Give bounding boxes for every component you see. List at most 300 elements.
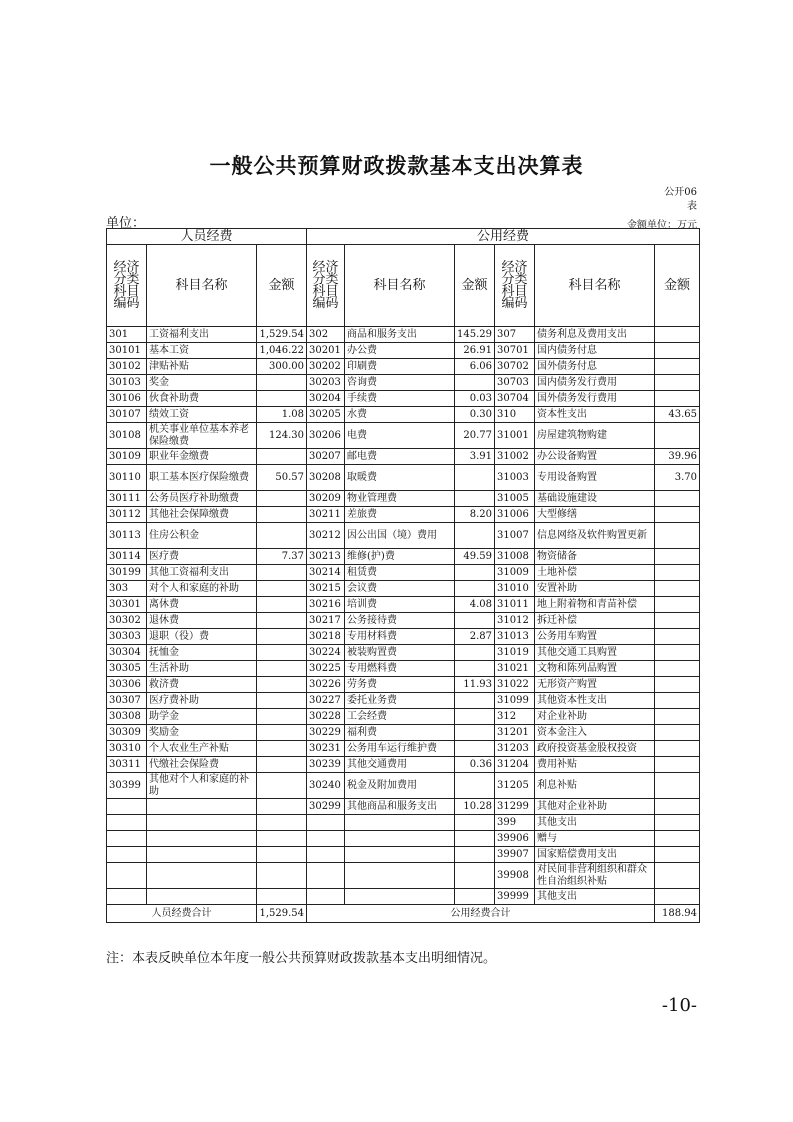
cell-code: 30302 [107,613,147,629]
cell-code: 30218 [307,629,345,645]
cell-amount [455,523,495,549]
cell-amount [655,693,700,709]
cell-code [307,831,345,847]
cell-amount [257,449,307,465]
cell-name: 生活补助 [147,661,257,677]
cell-amount: 300.00 [257,359,307,375]
cell-code: 30103 [107,375,147,391]
cell-name [147,815,257,831]
cell-amount: 124.30 [257,423,307,449]
cell-name: 维修(护)费 [345,549,455,565]
table-row [107,465,700,491]
cell-code: 30305 [107,661,147,677]
cell-amount [655,523,700,549]
cell-code: 30226 [307,677,345,693]
cell-amount: 145.29 [455,327,495,343]
cell-code: 30231 [307,741,345,757]
table-code-line2: 表 [687,201,697,212]
cell-amount: 49.59 [455,549,495,565]
cell-name: 救济费 [147,677,257,693]
cell-name: 物资储备 [535,549,655,565]
table-row [107,597,700,613]
table-row [107,815,700,831]
cell-code: 30106 [107,391,147,407]
cell-code: 30240 [307,773,345,799]
cell-code [307,863,345,889]
cell-code: 30214 [307,565,345,581]
cell-code: 31099 [495,693,535,709]
cell-code: 307 [495,327,535,343]
group-header-public: 公用经费 [307,229,700,245]
cell-amount [455,581,495,597]
cell-name: 对企业补助 [535,709,655,725]
cell-amount [455,565,495,581]
cell-amount [655,343,700,359]
cell-code [107,815,147,831]
cell-name: 地上附着物和青苗补偿 [535,597,655,613]
cell-amount [257,831,307,847]
cell-amount [655,831,700,847]
cell-code: 30102 [107,359,147,375]
footnote: 注：本表反映单位本年度一般公共预算财政拨款基本支出明细情况。 [106,951,497,966]
cell-amount: 10.28 [455,799,495,815]
cell-code: 31019 [495,645,535,661]
cell-amount [257,815,307,831]
cell-name [147,889,257,905]
cell-name: 公务用车运行维护费 [345,741,455,757]
cell-code: 30239 [307,757,345,773]
cell-code: 30215 [307,581,345,597]
public-total-label: 公用经费合计 [307,905,655,923]
cell-code [107,847,147,863]
table-row [107,889,700,905]
cell-amount [455,889,495,905]
cell-amount [455,725,495,741]
cell-name: 医疗费 [147,549,257,565]
cell-name: 其他社会保障缴费 [147,507,257,523]
cell-amount [655,799,700,815]
page-title: 一般公共预算财政拨款基本支出决算表 [209,154,584,178]
cell-name [147,863,257,889]
cell-name [345,863,455,889]
cell-amount [257,693,307,709]
cell-name: 利息补贴 [535,773,655,799]
table-row [107,661,700,677]
cell-amount [257,773,307,799]
cell-name: 退休费 [147,613,257,629]
table-row [107,677,700,693]
cell-code: 30109 [107,449,147,465]
cell-amount: 2.87 [455,629,495,645]
cell-code: 31013 [495,629,535,645]
cell-code: 30311 [107,757,147,773]
cell-code: 31021 [495,661,535,677]
cell-code: 30201 [307,343,345,359]
cell-code: 39906 [495,831,535,847]
table-row [107,741,700,757]
table-row [107,693,700,709]
cell-amount [655,863,700,889]
cell-name: 印刷费 [345,359,455,375]
table-row [107,375,700,391]
cell-amount [655,581,700,597]
cell-amount: 43.65 [655,407,700,423]
cell-amount [655,677,700,693]
cell-name: 伙食补助费 [147,391,257,407]
cell-code: 30209 [307,491,345,507]
cell-code: 31022 [495,677,535,693]
expenditure-table [106,228,700,923]
cell-name: 资本金注入 [535,725,655,741]
cell-name [147,799,257,815]
cell-code: 30306 [107,677,147,693]
cell-amount [257,491,307,507]
cell-amount [257,741,307,757]
table-row [107,565,700,581]
cell-amount: 3.91 [455,449,495,465]
currency-unit: 金额单位：万元 [627,220,697,231]
cell-code: 31299 [495,799,535,815]
cell-amount [655,815,700,831]
cell-amount [257,847,307,863]
header-name: 科目名称 [147,245,257,327]
cell-code: 30229 [307,725,345,741]
cell-amount: 50.57 [257,465,307,491]
cell-name: 职业年金缴费 [147,449,257,465]
cell-code: 30228 [307,709,345,725]
cell-amount: 39.96 [655,449,700,465]
header-amount: 金额 [257,245,307,327]
cell-amount [257,613,307,629]
table-row [107,327,700,343]
cell-code: 30113 [107,523,147,549]
cell-name: 办公费 [345,343,455,359]
cell-code: 30217 [307,613,345,629]
cell-code: 31009 [495,565,535,581]
cell-amount: 6.06 [455,359,495,375]
cell-code: 30213 [307,549,345,565]
cell-name: 安置补助 [535,581,655,597]
cell-name: 邮电费 [345,449,455,465]
cell-name: 其他资本性支出 [535,693,655,709]
cell-code [307,815,345,831]
cell-name: 其他对企业补助 [535,799,655,815]
cell-name: 办公设备购置 [535,449,655,465]
cell-amount [257,565,307,581]
cell-code [107,831,147,847]
table-row [107,391,700,407]
cell-code: 30304 [107,645,147,661]
cell-name: 劳务费 [345,677,455,693]
cell-name: 差旅费 [345,507,455,523]
cell-code: 30110 [107,465,147,491]
cell-code: 30224 [307,645,345,661]
table-code-line1: 公开06 [664,187,697,198]
unit-label: 单位： [106,216,146,231]
cell-name: 奖励金 [147,725,257,741]
table-row [107,629,700,645]
cell-name: 被装购置费 [345,645,455,661]
cell-code: 31005 [495,491,535,507]
cell-name: 住房公积金 [147,523,257,549]
cell-code [307,847,345,863]
cell-name: 税金及附加费用 [345,773,455,799]
cell-code: 31002 [495,449,535,465]
cell-code: 31007 [495,523,535,549]
cell-code: 302 [307,327,345,343]
cell-amount [655,725,700,741]
cell-name: 土地补偿 [535,565,655,581]
cell-amount [655,847,700,863]
cell-amount [655,327,700,343]
table-row [107,773,700,799]
cell-name: 无形资产购置 [535,677,655,693]
cell-name: 职工基本医疗保险缴费 [147,465,257,491]
cell-name: 信息网络及软件购置更新 [535,523,655,549]
cell-amount [655,423,700,449]
cell-code: 30202 [307,359,345,375]
cell-amount [455,491,495,507]
cell-amount: 4.08 [455,597,495,613]
cell-code: 30703 [495,375,535,391]
table-row [107,359,700,375]
cell-amount [257,799,307,815]
cell-amount [257,889,307,905]
cell-name [345,831,455,847]
table-row [107,847,700,863]
cell-amount: 11.93 [455,677,495,693]
cell-amount: 1,046.22 [257,343,307,359]
cell-name: 国家赔偿费用支出 [535,847,655,863]
table-row [107,491,700,507]
cell-name: 其他商品和服务支出 [345,799,455,815]
cell-name: 培训费 [345,597,455,613]
table-row [107,709,700,725]
cell-name: 手续费 [345,391,455,407]
cell-code [107,889,147,905]
header-name: 科目名称 [345,245,455,327]
cell-amount: 0.36 [455,757,495,773]
cell-amount: 1.08 [257,407,307,423]
table-row [107,343,700,359]
cell-name: 医疗费补助 [147,693,257,709]
page-number: -10- [661,995,697,1016]
cell-name: 咨询费 [345,375,455,391]
cell-amount: 1,529.54 [257,327,307,343]
cell-amount [655,773,700,799]
cell-code: 31001 [495,423,535,449]
cell-name [345,815,455,831]
cell-name: 因公出国（境）费用 [345,523,455,549]
cell-amount [455,465,495,491]
cell-code: 39908 [495,863,535,889]
cell-amount [655,491,700,507]
cell-amount [257,581,307,597]
table-row [107,581,700,597]
cell-name: 退职（役）费 [147,629,257,645]
cell-code: 312 [495,709,535,725]
cell-code: 31201 [495,725,535,741]
cell-code [107,863,147,889]
cell-amount [455,741,495,757]
cell-name: 工资福利支出 [147,327,257,343]
cell-name: 奖金 [147,375,257,391]
cell-code: 303 [107,581,147,597]
cell-name: 其他工资福利支出 [147,565,257,581]
cell-code: 30303 [107,629,147,645]
cell-name: 个人农业生产补贴 [147,741,257,757]
cell-code: 31204 [495,757,535,773]
header-code: 经济分类科目编码 [107,245,147,327]
cell-code: 31203 [495,741,535,757]
cell-amount [655,661,700,677]
cell-name: 水费 [345,407,455,423]
cell-amount [655,507,700,523]
cell-amount [257,629,307,645]
cell-name: 债务利息及费用支出 [535,327,655,343]
cell-amount: 20.77 [455,423,495,449]
cell-name: 委托业务费 [345,693,455,709]
cell-name: 国内债务发行费用 [535,375,655,391]
cell-code: 31006 [495,507,535,523]
cell-code: 30206 [307,423,345,449]
cell-code: 30207 [307,449,345,465]
cell-name: 国外债务发行费用 [535,391,655,407]
table-row [107,645,700,661]
cell-code: 30112 [107,507,147,523]
header-code: 经济分类科目编码 [307,245,345,327]
cell-amount [455,613,495,629]
table-row [107,613,700,629]
cell-name: 国外债务付息 [535,359,655,375]
cell-amount [257,757,307,773]
cell-amount: 8.20 [455,507,495,523]
cell-amount [257,677,307,693]
cell-code: 30204 [307,391,345,407]
cell-name: 机关事业单位基本养老保险缴费 [147,423,257,449]
table-body [107,327,700,905]
cell-code: 30399 [107,773,147,799]
cell-amount [257,645,307,661]
cell-name: 抚恤金 [147,645,257,661]
cell-amount [257,725,307,741]
cell-amount [455,375,495,391]
table-row [107,523,700,549]
cell-code: 30299 [307,799,345,815]
cell-code: 30107 [107,407,147,423]
cell-name: 福利费 [345,725,455,741]
cell-code: 30199 [107,565,147,581]
cell-name: 公务接待费 [345,613,455,629]
cell-code: 31205 [495,773,535,799]
cell-name: 专用燃料费 [345,661,455,677]
cell-name: 赠与 [535,831,655,847]
cell-code: 30308 [107,709,147,725]
cell-name: 取暖费 [345,465,455,491]
cell-code: 30203 [307,375,345,391]
cell-amount [655,613,700,629]
cell-amount [655,629,700,645]
cell-name: 其他支出 [535,889,655,905]
cell-name: 房屋建筑物购建 [535,423,655,449]
cell-code: 30205 [307,407,345,423]
cell-name: 公务员医疗补助缴费 [147,491,257,507]
cell-name: 大型修缮 [535,507,655,523]
cell-code: 31010 [495,581,535,597]
cell-name: 其他交通费用 [345,757,455,773]
cell-amount [257,863,307,889]
cell-amount [655,359,700,375]
cell-code: 39999 [495,889,535,905]
cell-amount [655,565,700,581]
cell-name: 基础设施建设 [535,491,655,507]
table-code [664,186,697,214]
cell-amount [655,549,700,565]
table-row [107,549,700,565]
cell-code: 301 [107,327,147,343]
table-row [107,449,700,465]
cell-name: 专用材料费 [345,629,455,645]
cell-code: 399 [495,815,535,831]
table-row [107,799,700,815]
cell-name: 代缴社会保险费 [147,757,257,773]
public-total-amount: 188.94 [655,905,700,923]
cell-amount [655,645,700,661]
cell-name: 公务用车购置 [535,629,655,645]
cell-name: 其他交通工具购置 [535,645,655,661]
header-amount: 金额 [455,245,495,327]
cell-code: 310 [495,407,535,423]
cell-code: 30704 [495,391,535,407]
cell-name: 其他对个人和家庭的补助 [147,773,257,799]
cell-code: 30208 [307,465,345,491]
table-row [107,423,700,449]
cell-amount [455,847,495,863]
cell-name: 政府投资基金股权投资 [535,741,655,757]
personnel-total-label: 人员经费合计 [107,905,257,923]
cell-code: 31008 [495,549,535,565]
cell-code: 30108 [107,423,147,449]
cell-name: 文物和陈列品购置 [535,661,655,677]
cell-amount: 0.30 [455,407,495,423]
cell-amount [257,709,307,725]
cell-name: 对个人和家庭的补助 [147,581,257,597]
cell-code: 31003 [495,465,535,491]
cell-name: 资本性支出 [535,407,655,423]
cell-code: 30111 [107,491,147,507]
cell-code: 30702 [495,359,535,375]
cell-amount [655,391,700,407]
table-row [107,757,700,773]
cell-name: 基本工资 [147,343,257,359]
header-name: 科目名称 [535,245,655,327]
cell-code: 30309 [107,725,147,741]
table-row [107,507,700,523]
header-amount: 金额 [655,245,700,327]
cell-amount [655,889,700,905]
cell-name [147,831,257,847]
cell-amount [455,693,495,709]
cell-code: 30101 [107,343,147,359]
cell-name: 国内债务付息 [535,343,655,359]
cell-code: 30114 [107,549,147,565]
cell-amount [455,645,495,661]
cell-name: 会议费 [345,581,455,597]
cell-amount [655,741,700,757]
cell-code: 30310 [107,741,147,757]
cell-name [147,847,257,863]
cell-amount [655,709,700,725]
